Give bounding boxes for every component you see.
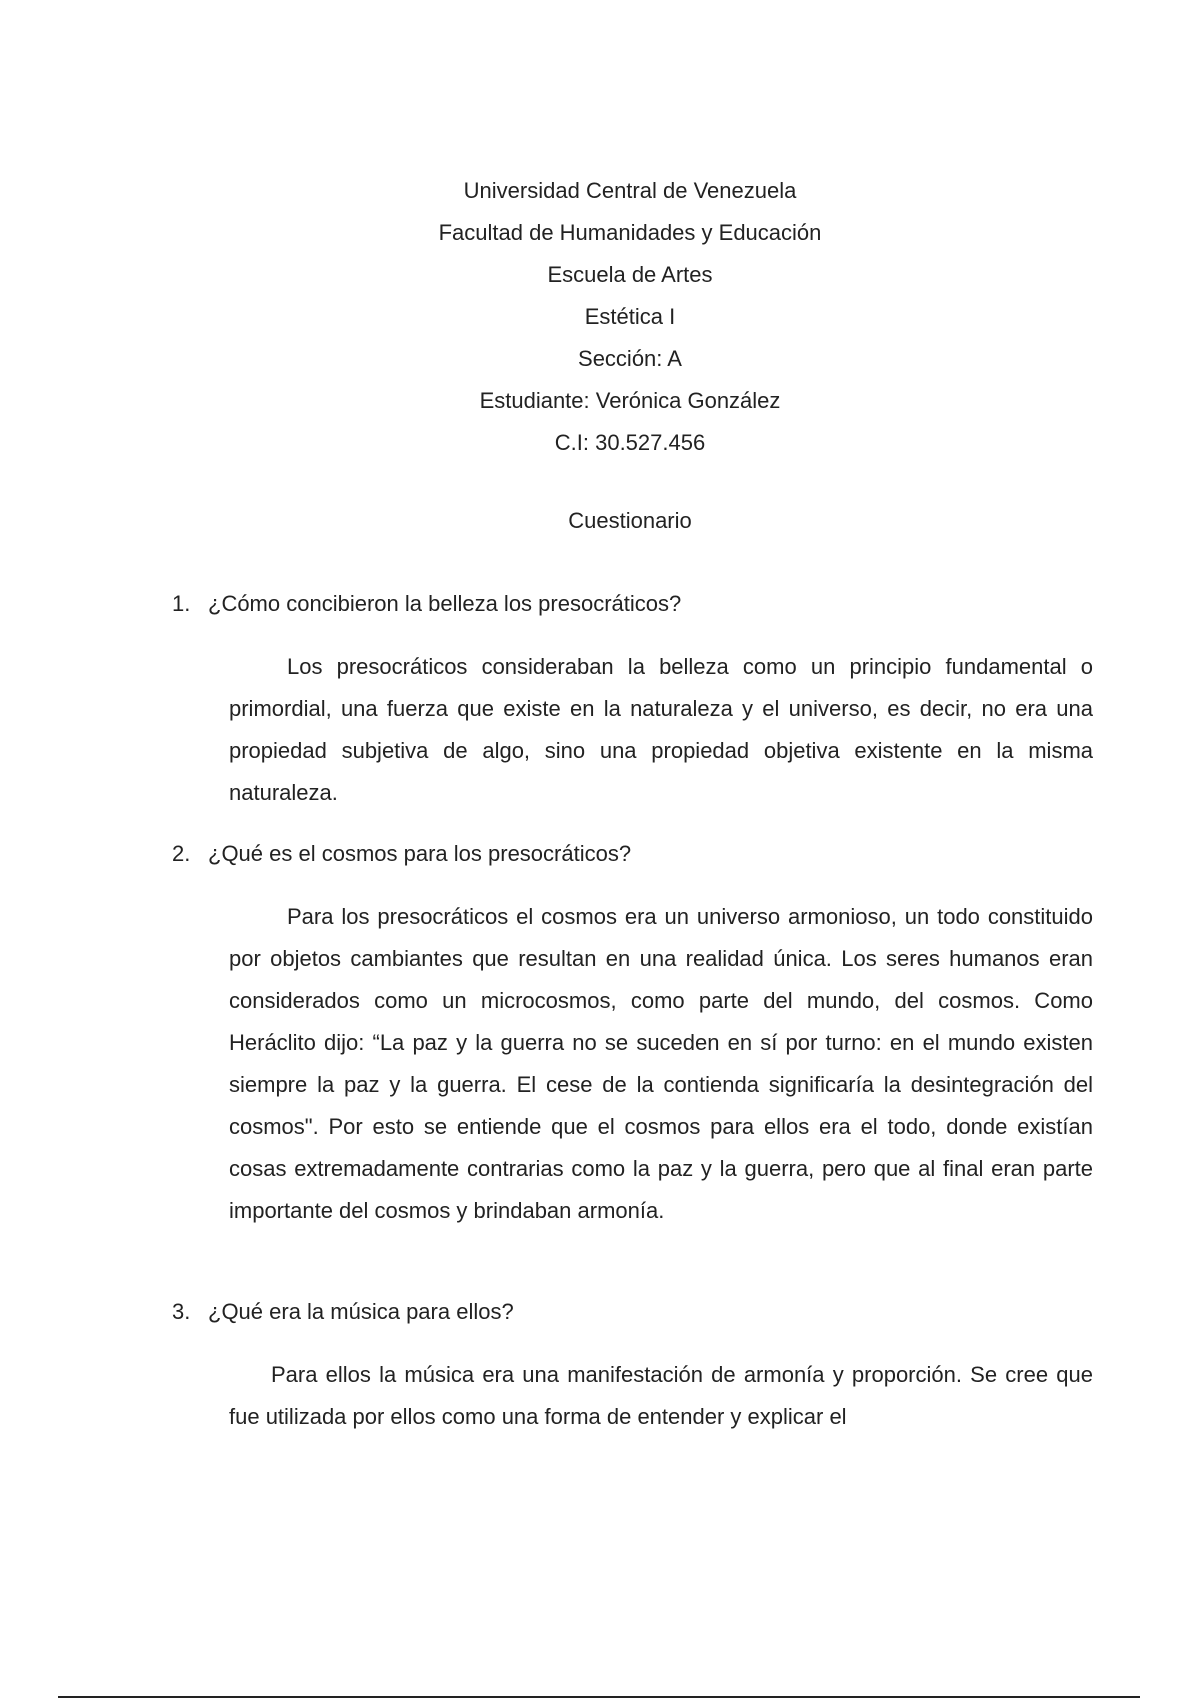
question-block-1	[172, 588, 1093, 814]
student-id: C.I: 30.527.456	[554, 430, 706, 455]
question-number: 2.	[172, 841, 191, 866]
question-1	[172, 588, 1093, 620]
question-text: ¿Cómo concibieron la belleza los presocráticos?	[208, 591, 682, 616]
question-2	[172, 838, 1093, 870]
student-name: Estudiante: Verónica González	[479, 388, 781, 413]
answer-1	[208, 646, 1093, 814]
question-text: ¿Qué era la música para ellos?	[208, 1299, 514, 1324]
question-number: 1.	[172, 591, 191, 616]
answer-2	[208, 896, 1093, 1232]
answer-text: Para los presocráticos el cosmos era un universo armonioso, un todo constituido por objetos cambiantes que resultan en una realidad única. Los seres humanos eran considerados como un microcosmos, como parte del mundo, del cosmos. Como Heráclito dijo: “La paz y la guerra no se suceden en sí por turno: en el mundo existen siempre la paz y la guerra. El cese de la contienda significaría la desintegración del cosmos". Por esto se entiende que el cosmos para ellos era el todo, donde existían cosas extremadamente contrarias como la paz y la guerra, pero que al final eran parte importante del cosmos y brindaban armonía.	[229, 904, 1093, 1223]
question-block-2	[172, 838, 1093, 1232]
course-name: Estética I	[584, 304, 676, 329]
question-text: ¿Qué es el cosmos para los presocráticos?	[208, 841, 632, 866]
question-number: 3.	[172, 1299, 191, 1324]
faculty-name: Facultad de Humanidades y Educación	[438, 220, 822, 245]
school-name: Escuela de Artes	[547, 262, 713, 287]
document-title: Cuestionario	[568, 508, 692, 533]
question-3	[172, 1296, 1093, 1328]
question-block-3	[172, 1296, 1093, 1438]
answer-text: Los presocráticos consideraban la belleza como un principio fundamental o primordial, una fuerza que existe en la naturaleza y el universo, es decir, no era una propiedad subjetiva de algo, sino una propiedad objetiva existente en la misma naturaleza.	[229, 654, 1093, 805]
answer-text: Para ellos la música era una manifestación de armonía y proporción. Se cree que fue utilizada por ellos como una forma de entender y explicar el	[229, 1362, 1093, 1429]
page-bottom-divider	[58, 1696, 1140, 1698]
document-header	[0, 170, 1200, 464]
section-label: Sección: A	[578, 346, 682, 371]
university-name: Universidad Central de Venezuela	[463, 178, 797, 203]
answer-3	[208, 1354, 1093, 1438]
